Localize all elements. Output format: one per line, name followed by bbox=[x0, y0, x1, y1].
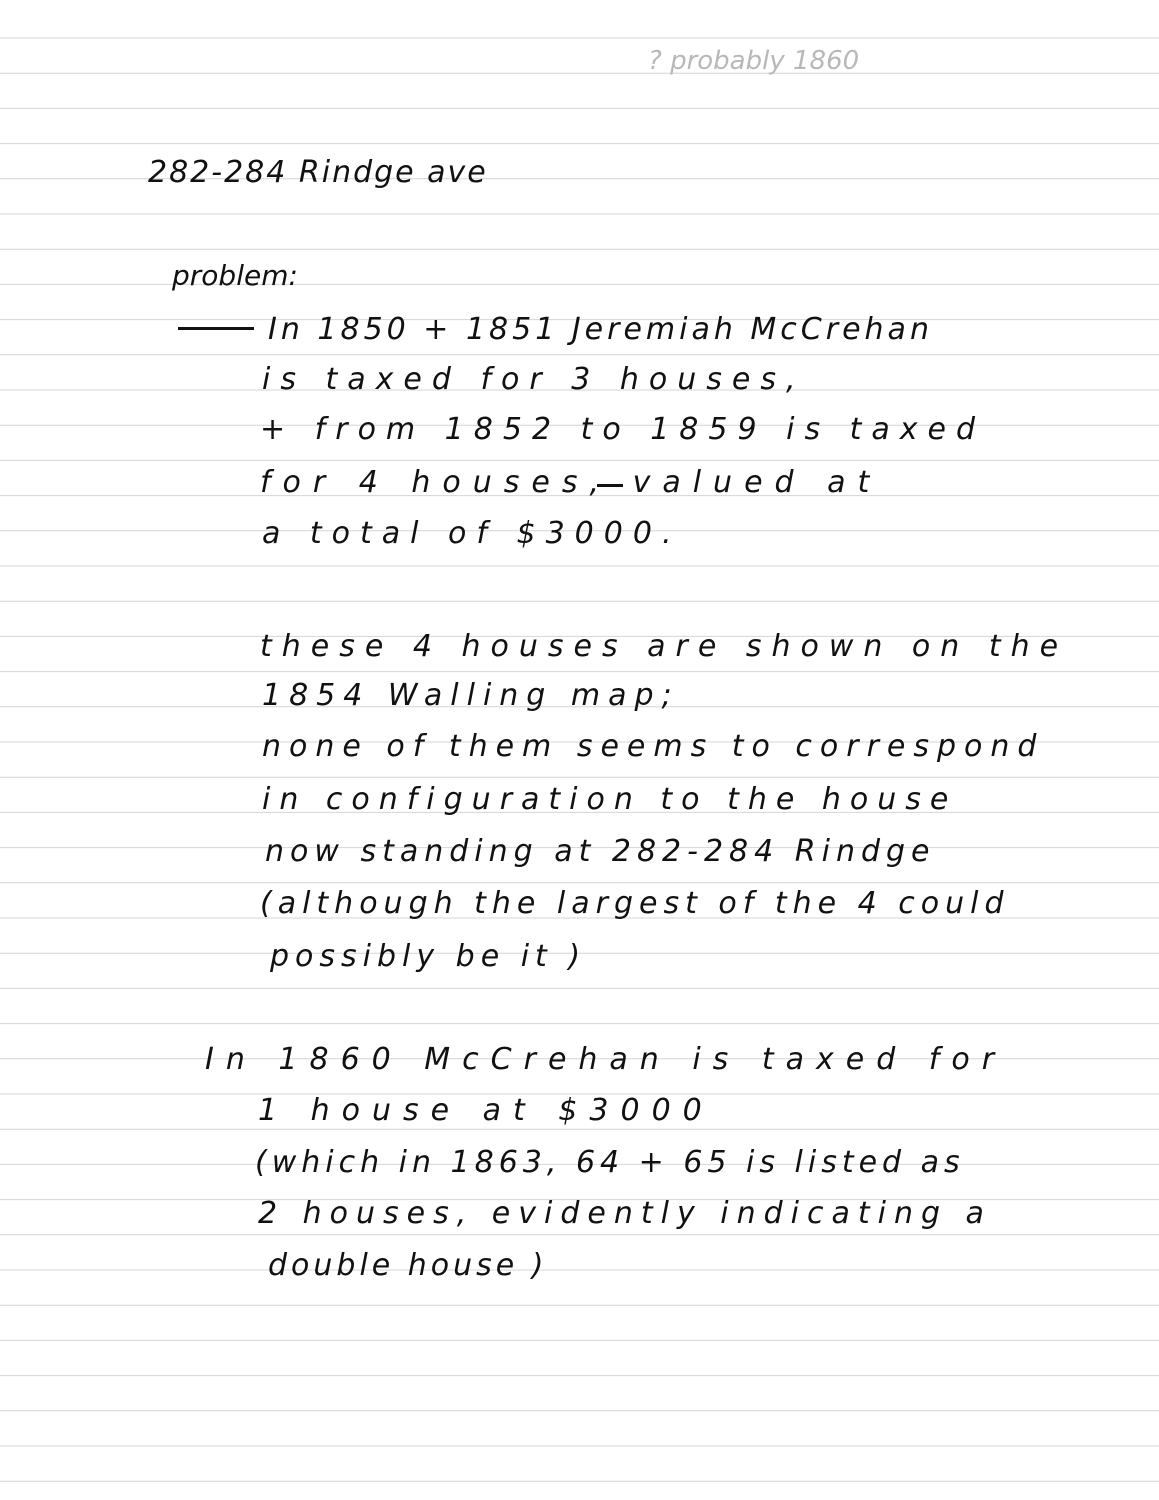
paragraph-3-line: In 1860 McCrehan is taxed for bbox=[205, 1042, 1007, 1077]
paragraph-1-line: In 1850 + 1851 Jeremiah McCrehan bbox=[268, 312, 933, 347]
paragraph-1-line: a total of $3000. bbox=[262, 516, 682, 551]
paragraph-3-line: (which in 1863, 64 + 65 is listed as bbox=[255, 1145, 965, 1180]
paragraph-2-line: in configuration to the house bbox=[262, 782, 958, 817]
note-heading: 282-284 Rindge ave bbox=[148, 155, 488, 190]
paragraph-3-line: double house ) bbox=[268, 1248, 548, 1283]
paragraph-2-line: possibly be it ) bbox=[270, 939, 587, 974]
paragraph-3-line: 1 house at $3000 bbox=[258, 1093, 714, 1128]
strikethrough-mark bbox=[178, 327, 254, 330]
paragraph-2-line: now standing at 282-284 Rindge bbox=[265, 834, 936, 869]
paragraph-2-line: (although the largest of the 4 could bbox=[260, 886, 1010, 921]
paragraph-2-line: 1854 Walling map; bbox=[262, 678, 680, 713]
paragraph-1-line: + from 1852 to 1859 is taxed bbox=[260, 412, 986, 447]
paragraph-1-line: is taxed for 3 houses, bbox=[262, 362, 806, 397]
paragraph-1-line: for 4 houses, valued at bbox=[260, 465, 882, 500]
paragraph-2-line: none of them seems to correspond bbox=[262, 729, 1045, 764]
paragraph-2-line: these 4 houses are shown on the bbox=[260, 629, 1069, 664]
problem-label: problem: bbox=[172, 259, 298, 292]
paragraph-3-line: 2 houses, evidently indicating a bbox=[258, 1196, 992, 1231]
corner-note: ? probably 1860 bbox=[648, 46, 860, 76]
